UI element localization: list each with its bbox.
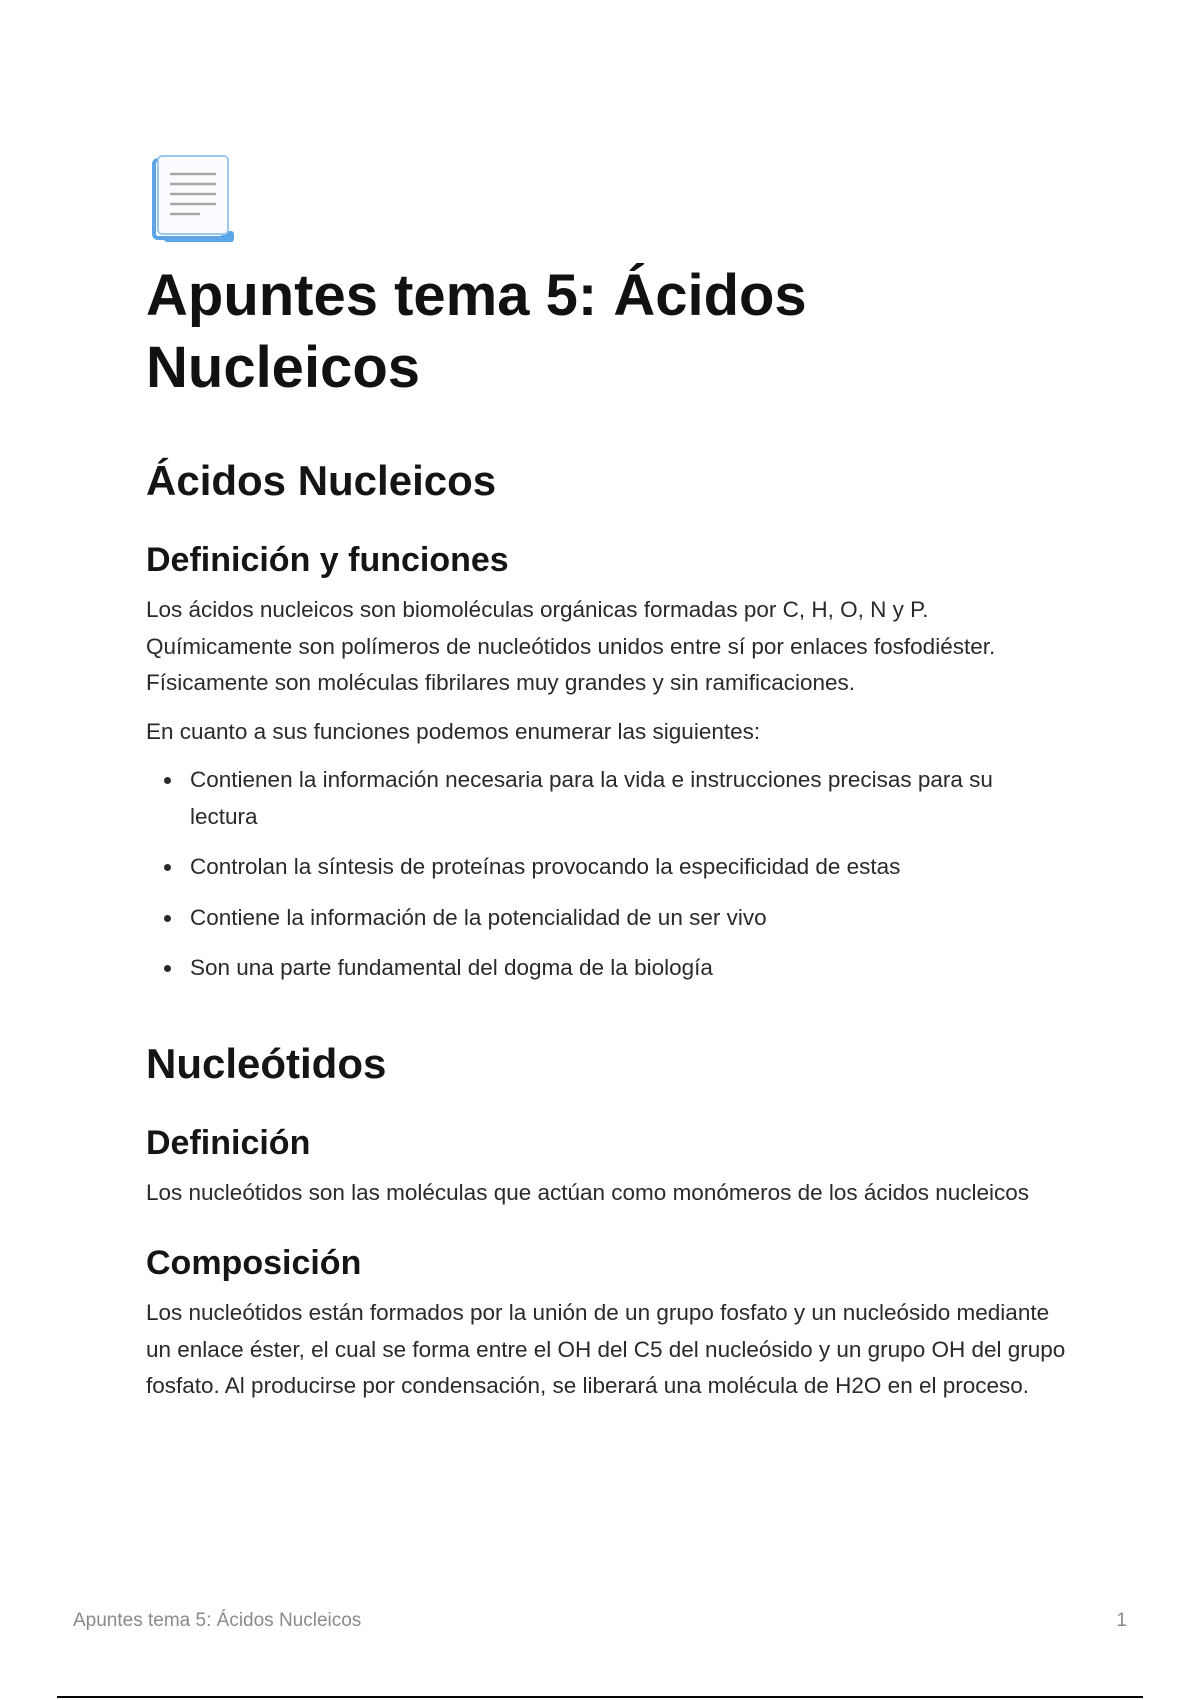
list-item-text: Contienen la información necesaria para la vida e instrucciones precisas para su lectura xyxy=(190,767,993,829)
paragraph-nucleotidos-definicion: Los nucleótidos son las moléculas que actúan como monómeros de los ácidos nucleicos xyxy=(146,1179,1029,1205)
paragraph-funciones-intro: En cuanto a sus funciones podemos enumerar las siguientes: xyxy=(146,718,761,744)
bullet-icon xyxy=(164,864,171,871)
list-item xyxy=(190,950,1066,987)
bullet-icon xyxy=(164,965,171,972)
section-heading-acidos-nucleicos: Ácidos Nucleicos xyxy=(146,457,497,504)
bullet-icon xyxy=(164,915,171,922)
footer-title: Apuntes tema 5: Ácidos Nucleicos xyxy=(73,1610,362,1631)
list-item xyxy=(190,900,1066,937)
page-title: Apuntes tema 5: Ácidos Nucleicos xyxy=(146,263,807,400)
bullet-icon xyxy=(164,777,171,784)
document-page xyxy=(146,150,1066,1405)
subsection-heading-definicion-funciones: Definición y funciones xyxy=(146,541,509,579)
list-item-text: Son una parte fundamental del dogma de la biología xyxy=(190,955,713,980)
subsection-heading-composicion: Composición xyxy=(146,1244,362,1282)
section-heading-nucleotidos: Nucleótidos xyxy=(146,1039,387,1087)
list-item xyxy=(190,849,1066,886)
paragraph-composicion: Los nucleótidos están formados por la unión de un grupo fosfato y un nucleósido mediante un enlace éster, el cual se forma entre el OH del C5 del nucleósido y un grupo OH del grupo fosfato. Al producirse por condensación, se liberará una molécula de H2O en el proceso. xyxy=(146,1300,1066,1398)
bottom-divider xyxy=(57,1696,1143,1698)
functions-list xyxy=(146,762,1066,987)
paragraph-definicion: Los ácidos nucleicos son biomoléculas orgánicas formadas por C, H, O, N y P. Químicamente son polímeros de nucleótidos unidos entre sí por enlaces fosfodiéster. Físicamente son moléculas fibrilares muy grandes y sin ramificaciones. xyxy=(146,597,996,695)
list-item xyxy=(190,762,1066,835)
document-icon xyxy=(150,150,238,246)
list-item-text: Contiene la información de la potencialidad de un ser vivo xyxy=(190,904,767,930)
list-item-text: Controlan la síntesis de proteínas provocando la especificidad de estas xyxy=(190,854,901,879)
page-footer xyxy=(73,1610,1127,1632)
footer-page-number: 1 xyxy=(1116,1610,1127,1631)
subsection-heading-definicion: Definición xyxy=(146,1123,311,1162)
